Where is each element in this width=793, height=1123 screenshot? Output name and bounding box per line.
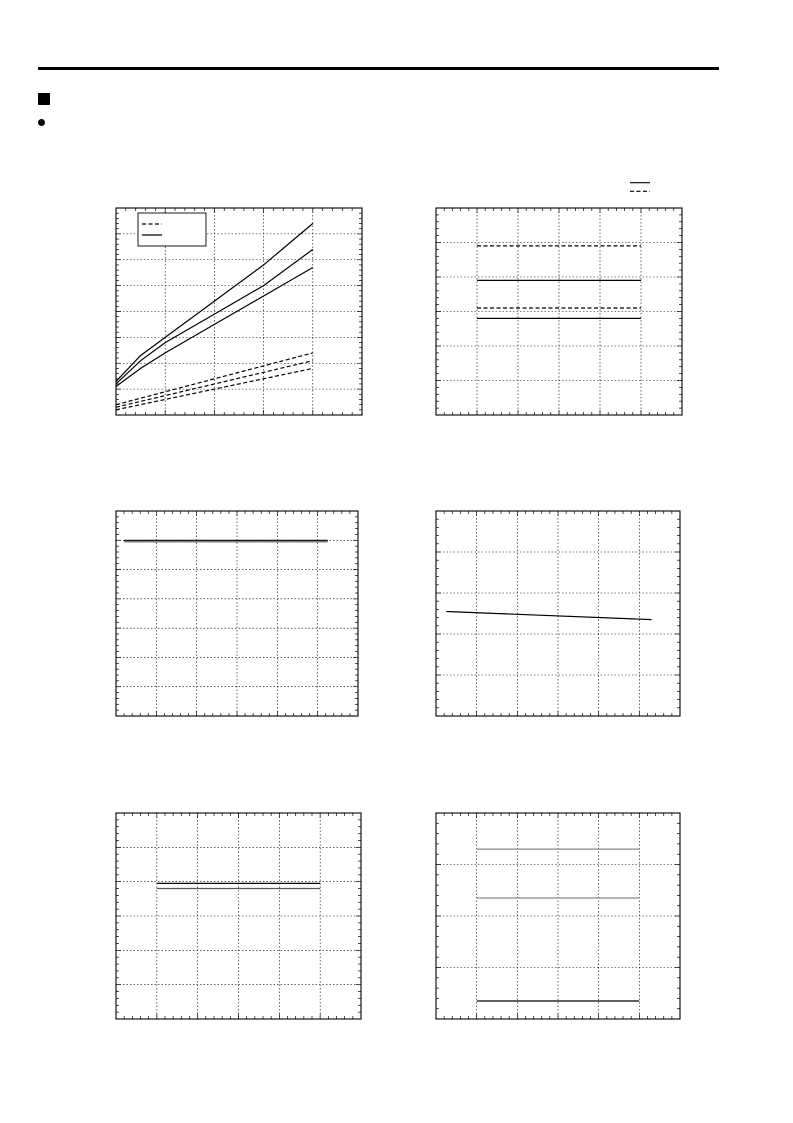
- series-line-5: [116, 361, 313, 408]
- chart-middle-right: [436, 511, 680, 716]
- legend-box: [138, 213, 206, 246]
- header-rule: [38, 67, 719, 70]
- chart-top-right: [436, 208, 682, 415]
- chart-top-left: [116, 208, 362, 415]
- series-line-1: [446, 612, 651, 620]
- legend: [630, 183, 650, 192]
- subsection-dot-bullet-icon: [38, 119, 45, 126]
- series-line-4: [116, 353, 313, 405]
- series-line-6: [116, 368, 313, 409]
- chart-bottom-right: [436, 813, 680, 1019]
- chart-bottom-left: [116, 813, 361, 1019]
- chart-middle-left: [116, 511, 358, 716]
- legend: [138, 213, 206, 246]
- section-square-bullet-icon: [38, 93, 50, 105]
